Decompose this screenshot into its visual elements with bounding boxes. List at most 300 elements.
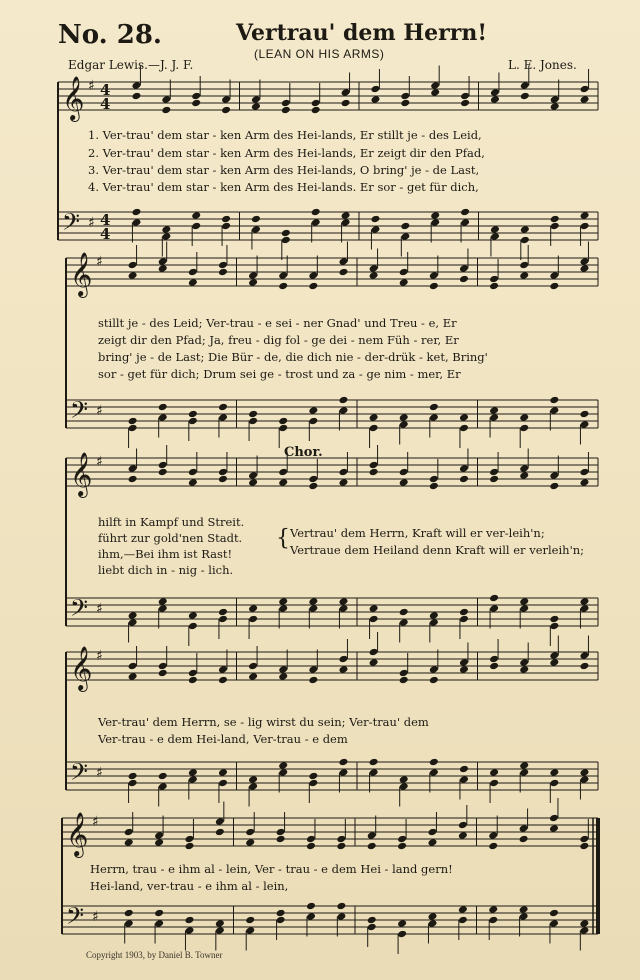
- note-head: [131, 92, 141, 101]
- note-head: [460, 208, 470, 217]
- note-head: [429, 611, 439, 620]
- note-head: [579, 651, 589, 660]
- note-head: [278, 597, 288, 606]
- sharp-icon: ♯: [96, 765, 103, 781]
- note-head: [218, 403, 228, 412]
- note-head: [429, 482, 439, 491]
- note-head: [248, 775, 258, 784]
- note-head: [580, 95, 590, 104]
- verse-3-line-1: 3. Ver-trau' dem star - ken Arm des Hei-lands, O bring' je - de Last,: [88, 163, 480, 177]
- bass-clef-icon: 𝄢: [70, 396, 89, 429]
- note-head: [218, 608, 228, 617]
- sharp-icon: ♯: [88, 215, 95, 231]
- note-head: [158, 597, 168, 606]
- note-head: [550, 102, 560, 111]
- note-head: [124, 909, 134, 918]
- note-head: [399, 268, 409, 277]
- note-head: [579, 775, 589, 784]
- note-head: [278, 665, 288, 674]
- note-head: [338, 257, 348, 266]
- note-head: [158, 468, 168, 477]
- note-head: [245, 916, 255, 925]
- note-head: [338, 268, 348, 277]
- note-head: [549, 779, 559, 788]
- note-head: [245, 926, 255, 935]
- note-head: [245, 838, 255, 847]
- note-head: [188, 417, 198, 426]
- note-head: [278, 468, 288, 477]
- note-head: [251, 102, 261, 111]
- note-head: [427, 838, 437, 847]
- note-head: [161, 225, 171, 234]
- note-head: [161, 232, 171, 241]
- verse-1-line-2: stillt je - des Leid; Ver-trau - e sei - ner Gnad' und Treu - e, Er: [98, 316, 457, 330]
- note-head: [124, 919, 134, 928]
- note-head: [369, 468, 379, 477]
- note-head: [188, 669, 198, 678]
- note-head: [399, 468, 409, 477]
- note-head: [191, 211, 201, 220]
- note-head: [367, 842, 377, 851]
- note-head: [459, 765, 469, 774]
- chorus-brace: {: [276, 526, 290, 551]
- note-head: [158, 662, 168, 671]
- note-head: [488, 905, 498, 914]
- note-head: [519, 665, 529, 674]
- note-head: [248, 471, 258, 480]
- note-head: [549, 482, 559, 491]
- note-head: [248, 662, 258, 671]
- note-head: [308, 779, 318, 788]
- note-head: [459, 775, 469, 784]
- note-head: [489, 604, 499, 613]
- treble-clef-icon: 𝄞: [70, 646, 93, 690]
- note-head: [370, 95, 380, 104]
- note-head: [520, 236, 530, 245]
- note-head: [251, 225, 261, 234]
- note-head: [400, 92, 410, 101]
- chorus-soprano-line-4: Ver-trau' dem Herrn, se - lig wirst du sein; Ver-trau' dem: [98, 715, 429, 729]
- note-head: [579, 768, 589, 777]
- note-head: [306, 902, 316, 911]
- note-head: [191, 222, 201, 231]
- note-head: [278, 424, 288, 433]
- note-head: [158, 413, 168, 422]
- note-head: [308, 406, 318, 415]
- note-head: [430, 218, 440, 227]
- note-head: [399, 775, 409, 784]
- note-head: [429, 271, 439, 280]
- note-head: [369, 424, 379, 433]
- note-head: [218, 413, 228, 422]
- note-head: [579, 597, 589, 606]
- note-head: [549, 768, 559, 777]
- bass-clef-icon: 𝄢: [70, 758, 89, 791]
- note-head: [124, 828, 134, 837]
- note-head: [549, 271, 559, 280]
- note-head: [489, 768, 499, 777]
- note-head: [579, 264, 589, 273]
- note-head: [278, 672, 288, 681]
- note-head: [519, 835, 529, 844]
- note-head: [191, 92, 201, 101]
- note-head: [188, 468, 198, 477]
- note-head: [459, 275, 469, 284]
- note-head: [519, 824, 529, 833]
- note-head: [579, 468, 589, 477]
- note-head: [427, 912, 437, 921]
- composer-credit: L. E. Jones.: [508, 58, 577, 72]
- note-head: [550, 215, 560, 224]
- note-head: [550, 95, 560, 104]
- note-head: [158, 257, 168, 266]
- note-head: [490, 88, 500, 97]
- verse-4-line-1: 4. Ver-trau' dem star - ken Arm des Hei-lands. Er sor - get für dich,: [88, 180, 479, 194]
- chorus-line-1: Vertrau' dem Herrn, Kraft will er ver-leih'n;: [290, 526, 545, 540]
- note-head: [215, 828, 225, 837]
- note-head: [519, 912, 529, 921]
- note-head: [519, 597, 529, 606]
- time-signature: 4: [100, 225, 111, 243]
- note-head: [158, 669, 168, 678]
- note-head: [154, 919, 164, 928]
- note-head: [131, 218, 141, 227]
- verse-2-line-3: führt zur gold'nen Stadt.: [98, 531, 243, 545]
- note-head: [579, 257, 589, 266]
- note-head: [459, 615, 469, 624]
- note-head: [429, 618, 439, 627]
- note-head: [276, 835, 286, 844]
- note-head: [161, 106, 171, 115]
- note-head: [158, 403, 168, 412]
- chorus-soprano-line-5: Herrn, trau - e ihm al - lein, Ver - trau - e dem Hei - land gern!: [90, 862, 453, 876]
- note-head: [579, 919, 589, 928]
- note-head: [429, 403, 439, 412]
- note-head: [460, 99, 470, 108]
- note-head: [128, 475, 138, 484]
- note-head: [429, 768, 439, 777]
- note-head: [489, 655, 499, 664]
- note-head: [128, 417, 138, 426]
- note-head: [188, 622, 198, 631]
- note-head: [218, 779, 228, 788]
- note-head: [278, 417, 288, 426]
- note-head: [278, 768, 288, 777]
- note-head: [308, 604, 318, 613]
- note-head: [245, 828, 255, 837]
- note-head: [459, 608, 469, 617]
- note-head: [459, 464, 469, 473]
- note-head: [490, 225, 500, 234]
- hymn-subtitle: (LEAN ON HIS ARMS): [254, 47, 385, 61]
- note-head: [248, 478, 258, 487]
- note-head: [306, 835, 316, 844]
- note-head: [308, 475, 318, 484]
- note-head: [128, 271, 138, 280]
- note-head: [520, 81, 530, 90]
- note-head: [184, 835, 194, 844]
- note-head: [549, 909, 559, 918]
- note-head: [519, 471, 529, 480]
- verse-4-line-3: liebt dich in - nig - lich.: [98, 563, 234, 577]
- note-head: [338, 758, 348, 767]
- note-head: [338, 478, 348, 487]
- note-head: [184, 926, 194, 935]
- note-head: [579, 926, 589, 935]
- treble-clef-icon: 𝄞: [66, 812, 89, 856]
- note-head: [306, 912, 316, 921]
- note-head: [336, 902, 346, 911]
- note-head: [459, 413, 469, 422]
- verse-3-line-3: ihm,—Bei ihm ist Rast!: [98, 547, 233, 561]
- note-head: [218, 615, 228, 624]
- note-head: [489, 662, 499, 671]
- note-head: [188, 775, 198, 784]
- note-head: [427, 919, 437, 928]
- note-head: [489, 468, 499, 477]
- verse-1-line-1: 1. Ver-trau' dem star - ken Arm des Hei-lands, Er stillt je - des Leid,: [88, 128, 482, 142]
- note-head: [131, 81, 141, 90]
- note-head: [215, 919, 225, 928]
- note-head: [367, 831, 377, 840]
- note-head: [490, 232, 500, 241]
- note-head: [336, 835, 346, 844]
- note-head: [369, 461, 379, 470]
- note-head: [397, 842, 407, 851]
- note-head: [549, 651, 559, 660]
- note-head: [248, 604, 258, 613]
- note-head: [281, 236, 291, 245]
- note-head: [399, 782, 409, 791]
- note-head: [459, 424, 469, 433]
- note-head: [579, 842, 589, 851]
- note-head: [336, 912, 346, 921]
- note-head: [338, 597, 348, 606]
- note-head: [549, 919, 559, 928]
- note-head: [369, 648, 379, 657]
- note-head: [549, 622, 559, 631]
- note-head: [281, 106, 291, 115]
- note-head: [579, 662, 589, 671]
- note-head: [338, 468, 348, 477]
- sharp-icon: ♯: [88, 78, 95, 94]
- note-head: [369, 658, 379, 667]
- note-head: [367, 916, 377, 925]
- note-head: [519, 768, 529, 777]
- note-head: [397, 919, 407, 928]
- hymn-number: No. 28.: [58, 20, 162, 50]
- sharp-icon: ♯: [92, 909, 99, 925]
- note-head: [248, 782, 258, 791]
- note-head: [215, 817, 225, 826]
- hymn-title: Vertrau' dem Herrn!: [236, 20, 487, 46]
- note-head: [369, 413, 379, 422]
- note-head: [158, 772, 168, 781]
- note-head: [191, 99, 201, 108]
- verse-3-line-2: bring' je - de Last; Die Bür - de, die dich nie - der-drük - ket, Bring': [98, 350, 488, 364]
- note-head: [489, 275, 499, 284]
- note-head: [579, 604, 589, 613]
- note-head: [430, 211, 440, 220]
- note-head: [218, 268, 228, 277]
- note-head: [276, 909, 286, 918]
- note-head: [188, 268, 198, 277]
- note-head: [158, 264, 168, 273]
- note-head: [519, 905, 529, 914]
- note-head: [221, 222, 231, 231]
- note-head: [221, 215, 231, 224]
- note-head: [308, 772, 318, 781]
- note-head: [370, 215, 380, 224]
- note-head: [549, 282, 559, 291]
- sharp-icon: ♯: [96, 601, 103, 617]
- note-head: [338, 604, 348, 613]
- note-head: [579, 420, 589, 429]
- note-head: [429, 413, 439, 422]
- note-head: [430, 88, 440, 97]
- sharp-icon: ♯: [96, 454, 103, 470]
- note-head: [308, 597, 318, 606]
- note-head: [311, 99, 321, 108]
- note-head: [188, 768, 198, 777]
- treble-clef-icon: 𝄞: [70, 252, 93, 296]
- note-head: [370, 85, 380, 94]
- note-head: [276, 916, 286, 925]
- note-head: [158, 604, 168, 613]
- note-head: [550, 222, 560, 231]
- note-head: [311, 218, 321, 227]
- note-head: [429, 758, 439, 767]
- note-head: [248, 278, 258, 287]
- note-head: [549, 471, 559, 480]
- note-head: [251, 95, 261, 104]
- note-head: [579, 478, 589, 487]
- note-head: [154, 831, 164, 840]
- note-head: [218, 665, 228, 674]
- note-head: [489, 594, 499, 603]
- verse-1-line-3: hilft in Kampf und Streit.: [98, 515, 245, 529]
- verse-2-line-2: zeigt dir den Pfad; Ja, freu - dig fol - ge dei - nem Füh - rer, Er: [98, 333, 459, 347]
- note-head: [311, 208, 321, 217]
- note-head: [429, 676, 439, 685]
- note-head: [218, 475, 228, 484]
- note-head: [188, 410, 198, 419]
- note-head: [519, 604, 529, 613]
- note-head: [580, 85, 590, 94]
- sharp-icon: ♯: [96, 403, 103, 419]
- note-head: [549, 658, 559, 667]
- note-head: [400, 99, 410, 108]
- note-head: [221, 95, 231, 104]
- note-head: [278, 478, 288, 487]
- note-head: [338, 768, 348, 777]
- bass-clef-icon: 𝄢: [70, 594, 89, 627]
- note-head: [218, 261, 228, 270]
- note-head: [311, 106, 321, 115]
- note-head: [369, 615, 379, 624]
- note-head: [338, 665, 348, 674]
- note-head: [124, 838, 134, 847]
- note-head: [278, 271, 288, 280]
- note-head: [489, 406, 499, 415]
- note-head: [308, 271, 318, 280]
- sharp-icon: ♯: [96, 648, 103, 664]
- chorus-label: Chor.: [284, 445, 323, 460]
- note-head: [399, 676, 409, 685]
- note-head: [158, 461, 168, 470]
- note-head: [278, 282, 288, 291]
- note-head: [459, 264, 469, 273]
- note-head: [161, 95, 171, 104]
- note-head: [520, 225, 530, 234]
- note-head: [429, 665, 439, 674]
- note-head: [188, 676, 198, 685]
- note-head: [338, 406, 348, 415]
- note-head: [306, 842, 316, 851]
- note-head: [131, 208, 141, 217]
- note-head: [519, 271, 529, 280]
- note-head: [519, 424, 529, 433]
- note-head: [519, 413, 529, 422]
- note-head: [399, 478, 409, 487]
- chorus-alto-line-4: Ver-trau - e dem Hei-land, Ver-trau - e dem: [98, 732, 348, 746]
- note-head: [248, 672, 258, 681]
- note-head: [489, 282, 499, 291]
- note-head: [341, 211, 351, 220]
- note-head: [184, 916, 194, 925]
- note-head: [276, 828, 286, 837]
- note-head: [580, 211, 590, 220]
- chorus-line-2: Vertraue dem Heiland denn Kraft will er verleih'n;: [290, 543, 585, 557]
- note-head: [397, 930, 407, 939]
- note-head: [128, 672, 138, 681]
- time-signature: 4: [100, 81, 111, 99]
- note-head: [458, 905, 468, 914]
- note-head: [369, 604, 379, 613]
- treble-clef-icon: 𝄞: [62, 76, 85, 120]
- note-head: [369, 264, 379, 273]
- note-head: [308, 676, 318, 685]
- note-head: [397, 835, 407, 844]
- note-head: [489, 413, 499, 422]
- note-head: [308, 482, 318, 491]
- note-head: [427, 828, 437, 837]
- note-head: [489, 475, 499, 484]
- note-head: [128, 424, 138, 433]
- note-head: [459, 665, 469, 674]
- note-head: [278, 761, 288, 770]
- note-head: [399, 669, 409, 678]
- note-head: [488, 831, 498, 840]
- note-head: [281, 229, 291, 238]
- note-head: [519, 761, 529, 770]
- note-head: [128, 261, 138, 270]
- note-head: [128, 611, 138, 620]
- time-signature: 4: [100, 211, 111, 229]
- note-head: [458, 831, 468, 840]
- note-head: [490, 95, 500, 104]
- note-head: [460, 218, 470, 227]
- note-head: [154, 909, 164, 918]
- note-head: [549, 824, 559, 833]
- note-head: [399, 278, 409, 287]
- note-head: [579, 835, 589, 844]
- note-head: [338, 655, 348, 664]
- note-head: [188, 478, 198, 487]
- note-head: [248, 417, 258, 426]
- note-head: [488, 842, 498, 851]
- note-head: [400, 232, 410, 241]
